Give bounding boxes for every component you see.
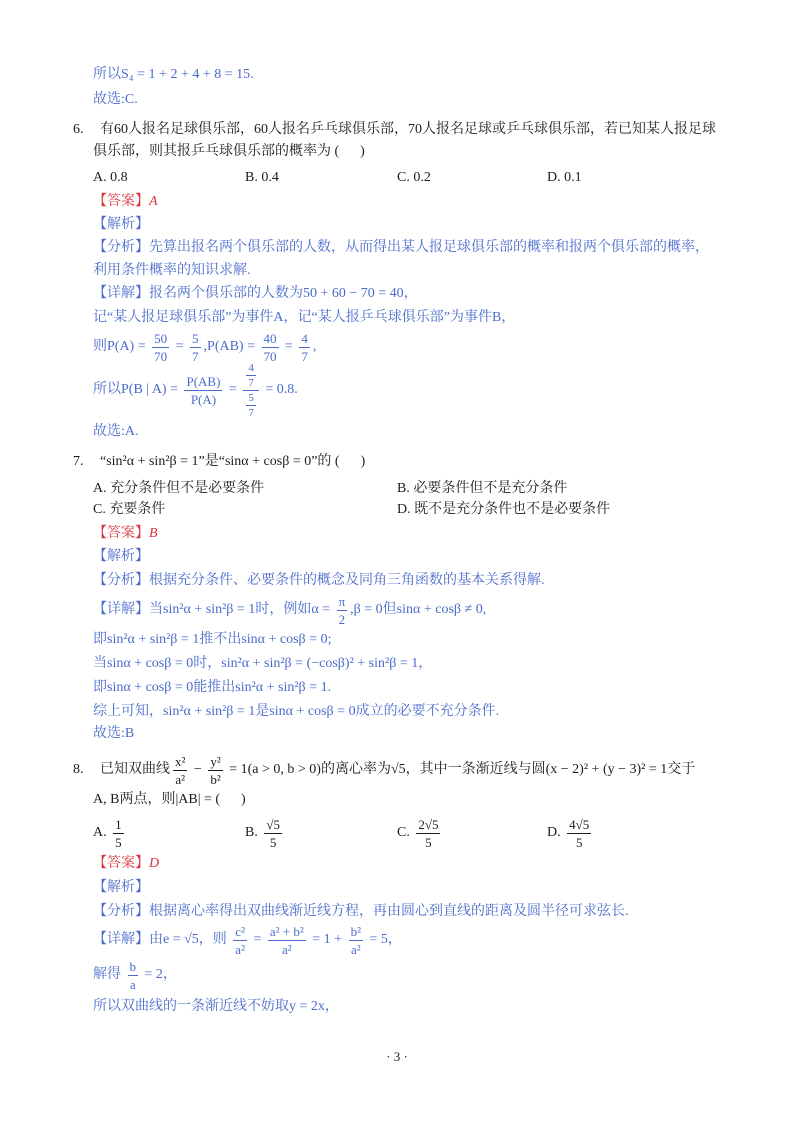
fraction-denominator: 7: [248, 376, 254, 389]
fraction-numerator: y²: [210, 753, 221, 769]
fraction-denominator: 70: [154, 348, 168, 364]
fraction-numerator: 4: [248, 361, 254, 374]
fraction-denominator: a: [128, 975, 139, 992]
math-text: 所以P(B | A) =: [93, 382, 182, 397]
fraction-denominator: 5: [567, 833, 591, 850]
xiangjie-label: 【详解】: [93, 602, 149, 617]
fenxi-text: 根据充分条件、必要条件的概念及同角三角函数的基本关系得解.: [149, 573, 545, 588]
fraction-denominator: a²: [235, 941, 245, 957]
q7-fenxi-line: [93, 572, 545, 590]
fraction: [246, 392, 256, 419]
xiangjie-label: 【详解】: [93, 932, 149, 947]
page-number: · 3 ·: [386, 1049, 408, 1064]
math-text: = 2，: [141, 967, 177, 982]
q7-analysis-label: 【解析】: [93, 549, 149, 564]
q6-xiangjie-line1: [93, 285, 418, 303]
xiangjie-label: 【详解】: [93, 286, 149, 301]
q8-fenxi-line: [93, 903, 629, 921]
q6-stem-line2: 俱乐部，则其报乒乓球俱乐部的概率为 ( ): [93, 144, 365, 159]
math-text: 解得: [93, 967, 125, 982]
answer-label: 【答案】: [93, 526, 149, 541]
fraction-denominator: 7: [301, 348, 308, 364]
math-text: =: [281, 339, 297, 354]
q6-option-a: A. 0.8: [93, 170, 128, 185]
fraction: [113, 817, 124, 850]
q7-xiangjie-line5: 综上可知，sin²α + sin²β = 1是sinα + cosβ = 0成立的必要不充分条件.: [93, 704, 500, 719]
fraction-numerator: 4: [301, 330, 308, 346]
q6-conclusion: 故选:A.: [93, 424, 139, 439]
fraction-denominator: P(A): [184, 390, 222, 407]
q7-xiangjie-line2: 即sin²α + sin²β = 1推不出sinα + cosβ = 0;: [93, 632, 332, 647]
fraction: [128, 959, 139, 992]
q8-xiangjie-line1: [93, 922, 402, 958]
fraction-denominator: a²: [268, 940, 306, 957]
fraction-numerator: b²: [350, 923, 361, 939]
fraction-numerator: π: [338, 593, 346, 609]
q6-option-b: B. 0.4: [245, 170, 279, 185]
math-text: 由e = √5，则: [149, 932, 231, 947]
math-text: =: [225, 382, 241, 397]
fenxi-label: 【分析】: [93, 573, 149, 588]
fenxi-label: 【分析】: [93, 904, 149, 919]
prev-sum-line: 所以S₄ = 1 + 2 + 4 + 8 = 15.: [93, 67, 254, 82]
fraction-numerator: 4√5: [569, 816, 590, 832]
prev-conclusion: 故选:C.: [93, 92, 138, 107]
fraction-numerator: 5: [192, 330, 199, 346]
q8-option-d: [547, 815, 594, 851]
fraction-denominator: 7: [248, 406, 254, 419]
fenxi-text: 先算出报名两个俱乐部的人数，从而得出某人报足球俱乐部的概率和报两个俱乐部的概率，: [149, 240, 709, 255]
stem-text: −: [190, 762, 206, 777]
answer-value: D: [149, 856, 160, 871]
q6-fenxi-line2: 利用条件概率的知识求解.: [93, 263, 251, 278]
fraction: [416, 817, 440, 850]
math-text: 则P(A) =: [93, 339, 150, 354]
fraction-numerator: a² + b²: [269, 923, 304, 939]
fraction: [268, 924, 306, 957]
answer-label: 【答案】: [93, 194, 149, 209]
q7-option-a: A. 充分条件但不是必要条件: [93, 481, 265, 496]
fraction: [233, 924, 247, 957]
answer-value: A: [149, 194, 158, 209]
q7-option-c: C. 充要条件: [93, 502, 166, 517]
fraction: [152, 331, 169, 364]
q7-number: 7.: [73, 454, 84, 469]
fraction-denominator: 70: [263, 348, 277, 364]
q8-stem-line2: A, B两点，则|AB| = ( ): [93, 792, 246, 807]
fraction: [262, 331, 279, 364]
fraction: [349, 924, 363, 957]
fraction-denominator: b²: [210, 771, 221, 787]
fraction-numerator: 1: [115, 816, 122, 832]
q8-option-b: [245, 815, 285, 851]
fraction: [299, 331, 310, 364]
q8-option-a: [93, 815, 127, 851]
fraction-numerator: 2√5: [418, 816, 439, 832]
q7-stem: “sin²α + sin²β = 1”是“sinα + cosβ = 0”的 ( ): [100, 454, 366, 469]
fraction-numerator: b: [129, 958, 136, 974]
math-text: =: [172, 339, 188, 354]
math-text: 当sin²α + sin²β = 1时，例如α =: [149, 602, 334, 617]
fraction-denominator: 7: [192, 348, 199, 364]
fenxi-label: 【分析】: [93, 240, 149, 255]
q8-xiangjie-line2: [93, 957, 177, 993]
q6-fenxi-line1: [93, 239, 709, 257]
fraction-denominator: 5: [115, 834, 122, 850]
stem-text: = 1(a > 0, b > 0)的离心率为√5，其中一条渐近线与圆(x − 2)² + (y − 3)² = 1交于: [225, 762, 696, 777]
answer-value: B: [149, 526, 158, 541]
q6-answer-line: [93, 193, 158, 211]
q8-answer-line: [93, 855, 159, 873]
fraction: [567, 817, 591, 850]
option-label: A.: [93, 825, 111, 840]
option-label: D.: [547, 825, 565, 840]
fraction-numerator: 5: [248, 391, 254, 404]
fraction-numerator: 40: [263, 330, 277, 346]
math-text: ,P(AB) =: [203, 339, 259, 354]
math-text: = 5，: [365, 932, 402, 947]
option-label: B.: [245, 825, 262, 840]
fraction-denominator: 2: [337, 610, 348, 627]
fraction-numerator: √5: [266, 816, 280, 832]
q6-xiangjie-line4: [93, 361, 298, 419]
stem-text: 已知双曲线: [100, 762, 170, 777]
q7-option-b: B. 必要条件但不是充分条件: [397, 481, 568, 496]
q6-stem-line1: 有60人报名足球俱乐部，60人报名乒乓球俱乐部，70人报名足球或乒乓球俱乐部，若已知某人报足球: [100, 122, 716, 137]
fraction-numerator: [243, 361, 259, 390]
math-text: = 0.8.: [261, 382, 298, 397]
math-text: ,β = 0但sinα + cosβ ≠ 0,: [350, 602, 487, 617]
fraction-denominator: 5: [416, 833, 440, 850]
q7-option-d: D. 既不是充分条件也不是必要条件: [397, 502, 611, 517]
q6-analysis-label: 【解析】: [93, 217, 149, 232]
fraction-denominator: a²: [173, 770, 187, 787]
q6-option-c: C. 0.2: [397, 170, 431, 185]
q7-conclusion: 故选:B: [93, 726, 135, 741]
q7-answer-line: [93, 525, 158, 543]
fraction-numerator: c²: [235, 923, 245, 939]
q6-option-d: D. 0.1: [547, 170, 582, 185]
q8-stem-line1: [100, 752, 695, 788]
q8-option-c: [397, 815, 443, 851]
fraction: [173, 754, 187, 787]
q8-number: 8.: [73, 762, 84, 777]
option-label: C.: [397, 825, 414, 840]
answer-label: 【答案】: [93, 856, 149, 871]
q6-number: 6.: [73, 122, 84, 137]
q8-analysis-label: 【解析】: [93, 880, 149, 895]
q6-xiangjie-line2: 记“某人报足球俱乐部”为事件A，记“某人报乒乓球俱乐部”为事件B，: [93, 310, 516, 325]
fraction: [264, 817, 282, 850]
q8-xiangjie-line3: 所以双曲线的一条渐近线不妨取y = 2x，: [93, 999, 339, 1014]
fraction-numerator: P(AB): [186, 373, 221, 389]
fraction-numerator: 50: [154, 330, 168, 346]
q7-xiangjie-line1: [93, 592, 486, 628]
fraction: [190, 331, 201, 364]
fraction: [208, 754, 222, 787]
math-text: = 1 +: [308, 932, 346, 947]
math-text: =: [249, 932, 265, 947]
fenxi-text: 根据离心率得出双曲线渐近线方程，再由圆心到直线的距离及圆半径可求弦长.: [149, 904, 629, 919]
q7-xiangjie-line3: 当sinα + cosβ = 0时，sin²α + sin²β = (−cosβ)² + sin²β = 1，: [93, 656, 433, 671]
fraction: [184, 374, 222, 407]
fraction-denominator: a²: [349, 940, 363, 957]
compound-fraction: [243, 361, 259, 420]
fraction: [337, 594, 348, 627]
q7-xiangjie-line4: 即sinα + cosβ = 0能推出sin²α + sin²β = 1.: [93, 680, 332, 695]
fraction-denominator: [243, 390, 259, 420]
fraction-numerator: x²: [175, 753, 186, 769]
fraction-denominator: 5: [264, 833, 282, 850]
xiangjie-text: 报名两个俱乐部的人数为50 + 60 − 70 = 40，: [149, 286, 418, 301]
math-text: ,: [312, 339, 317, 354]
fraction: [246, 362, 256, 389]
